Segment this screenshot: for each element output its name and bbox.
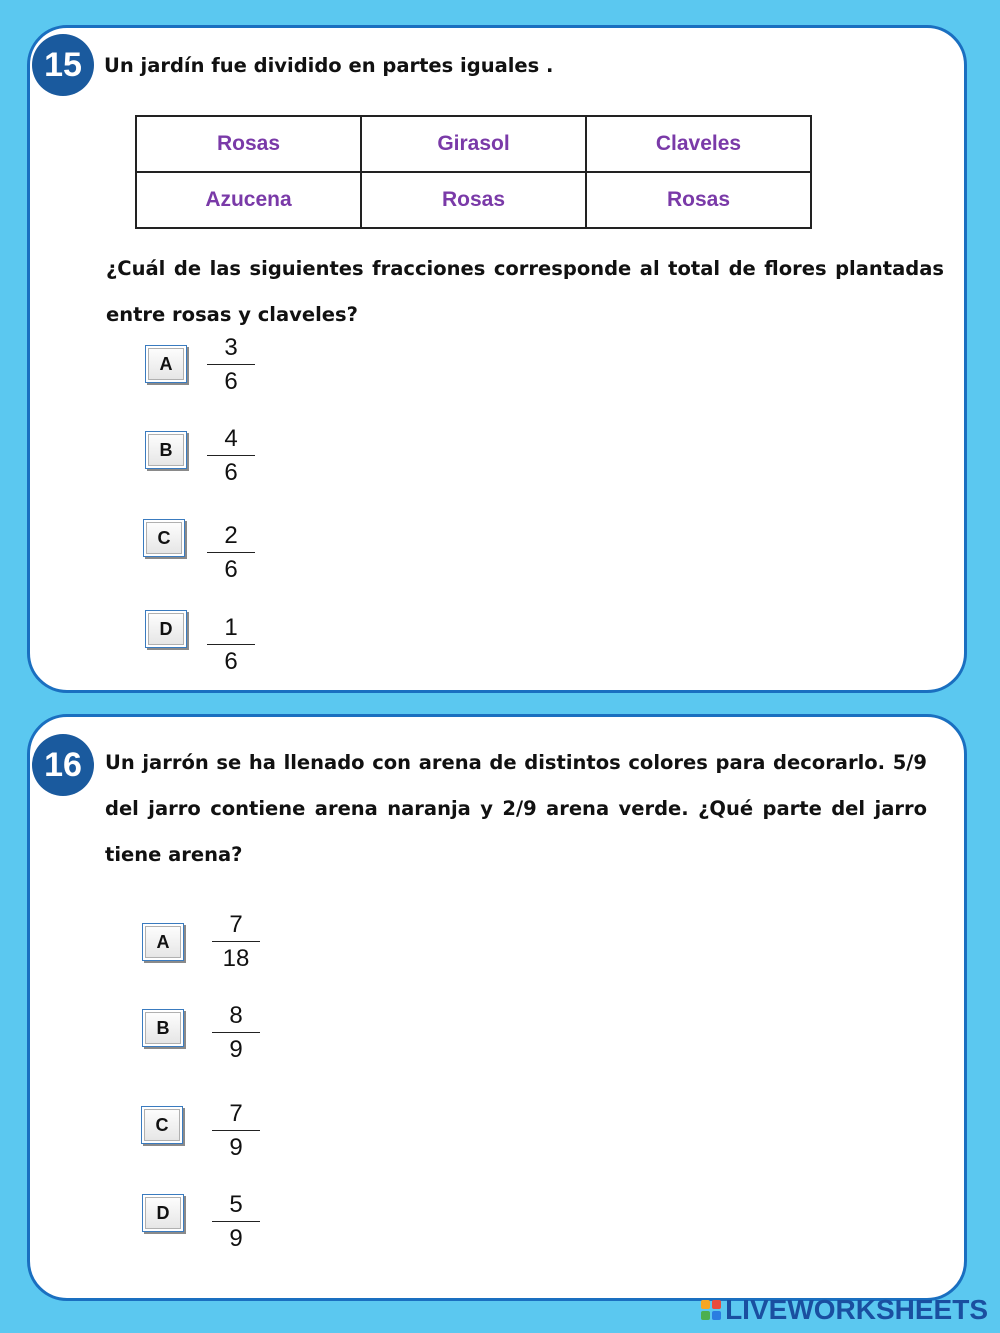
fraction-bar	[207, 455, 255, 456]
option-d-button[interactable]: D	[145, 610, 187, 648]
table-cell: Rosas	[136, 116, 361, 172]
option-a-button[interactable]: A	[142, 923, 184, 961]
fraction-bar	[207, 552, 255, 553]
table-cell: Azucena	[136, 172, 361, 228]
question-15-number-badge: 15	[32, 34, 94, 96]
option-d-fraction	[212, 1190, 260, 1254]
table-row	[136, 116, 811, 172]
option-c-button[interactable]: C	[143, 519, 185, 557]
question-15-prompt: ¿Cuál de las siguientes fracciones corresponde al total de flores plantadas entre rosas y claveles?	[106, 257, 944, 326]
question-16-number-badge: 16	[32, 734, 94, 796]
brand-name: LIVEWORKSHEETS	[725, 1294, 988, 1325]
brand-square	[701, 1300, 710, 1309]
fraction-bar	[212, 941, 260, 942]
garden-table	[135, 115, 812, 229]
fraction-denominator: 6	[224, 556, 238, 583]
table-cell: Rosas	[586, 172, 811, 228]
fraction-numerator: 7	[229, 1100, 243, 1127]
brand-square	[701, 1311, 710, 1320]
fraction-numerator: 5	[229, 1191, 243, 1218]
option-c-button[interactable]: C	[141, 1106, 183, 1144]
option-a-fraction	[207, 333, 255, 397]
brand-square	[712, 1311, 721, 1320]
brand-squares-icon	[701, 1300, 721, 1320]
question-16-prompt: Un jarrón se ha llenado con arena de distintos colores para decorarlo. 5/9 del jarro contiene arena naranja y 2/9 arena verde. ¿Qué parte del jarro tiene arena?	[105, 751, 927, 866]
table-row	[136, 172, 811, 228]
fraction-numerator: 8	[229, 1002, 243, 1029]
option-b-button[interactable]: B	[142, 1009, 184, 1047]
liveworksheets-logo	[701, 1293, 988, 1327]
option-d-fraction	[207, 613, 255, 677]
fraction-numerator: 7	[229, 911, 243, 938]
option-b-fraction	[207, 424, 255, 488]
fraction-denominator: 9	[229, 1036, 243, 1063]
option-d-button[interactable]: D	[142, 1194, 184, 1232]
option-c-fraction	[212, 1099, 260, 1163]
option-a-fraction	[212, 910, 260, 974]
table-cell: Rosas	[361, 172, 586, 228]
option-b-button[interactable]: B	[145, 431, 187, 469]
fraction-numerator: 4	[224, 425, 238, 452]
fraction-denominator: 9	[229, 1225, 243, 1252]
fraction-bar	[212, 1032, 260, 1033]
fraction-denominator: 9	[229, 1134, 243, 1161]
fraction-denominator: 18	[222, 945, 250, 972]
fraction-numerator: 1	[224, 614, 238, 641]
table-cell: Girasol	[361, 116, 586, 172]
fraction-numerator: 3	[224, 334, 238, 361]
option-a-button[interactable]: A	[145, 345, 187, 383]
fraction-denominator: 6	[224, 648, 238, 675]
option-c-fraction	[207, 521, 255, 585]
option-b-fraction	[212, 1001, 260, 1065]
fraction-bar	[212, 1221, 260, 1222]
fraction-denominator: 6	[224, 368, 238, 395]
question-15-title: Un jardín fue dividido en partes iguales .	[104, 54, 554, 77]
fraction-numerator: 2	[224, 522, 238, 549]
fraction-bar	[212, 1130, 260, 1131]
fraction-denominator: 6	[224, 459, 238, 486]
brand-square	[712, 1300, 721, 1309]
fraction-bar	[207, 364, 255, 365]
fraction-bar	[207, 644, 255, 645]
table-cell: Claveles	[586, 116, 811, 172]
